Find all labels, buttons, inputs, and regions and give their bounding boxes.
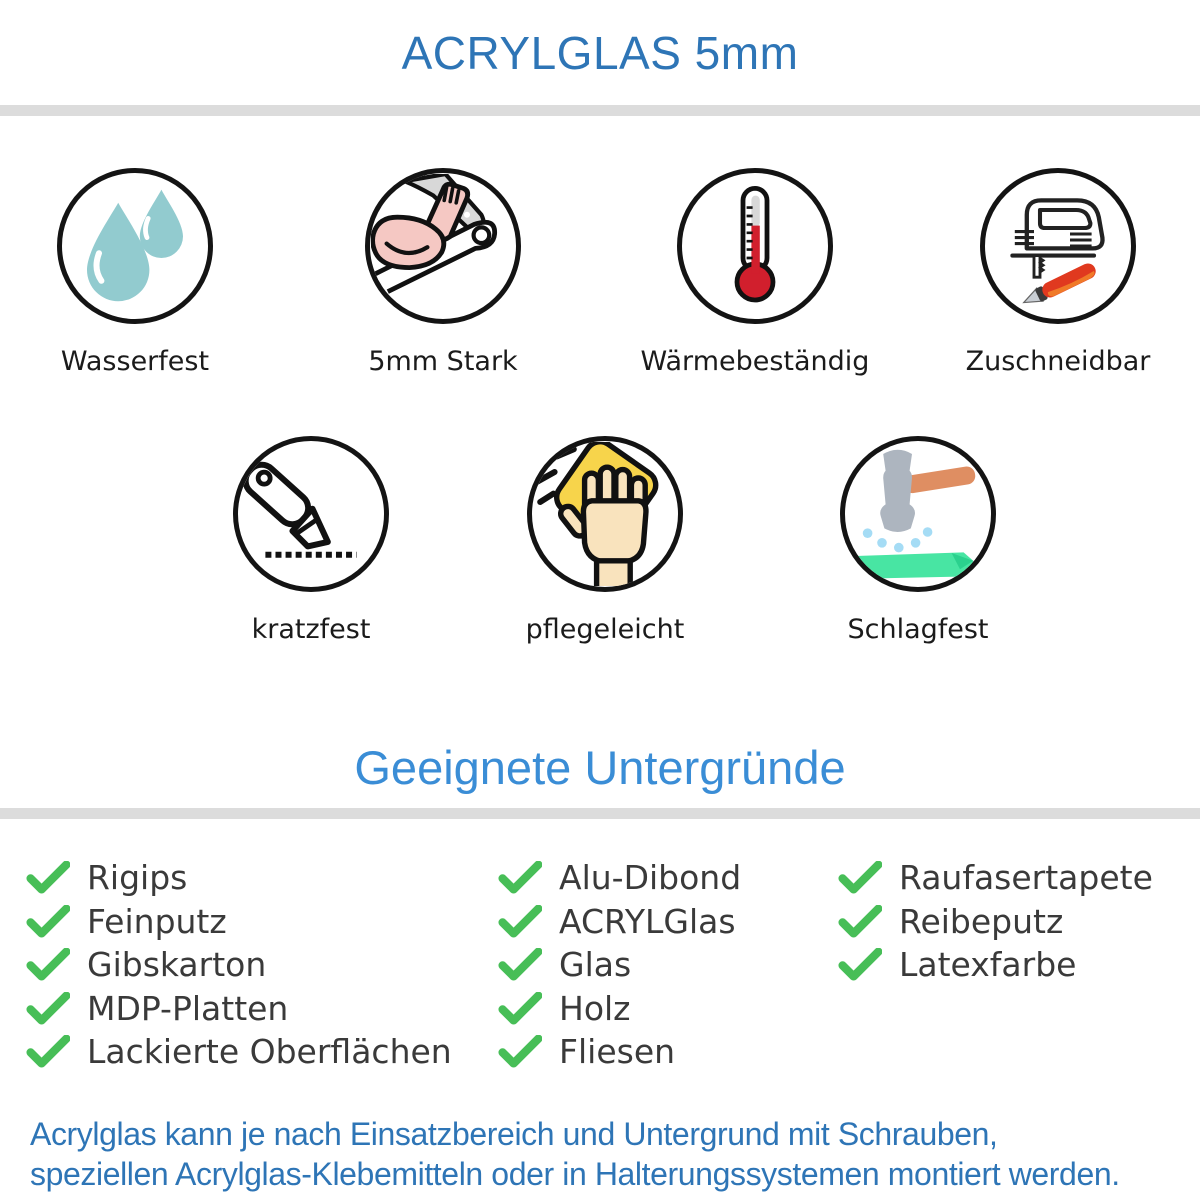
list-item [838, 943, 1153, 987]
feature-circle [840, 436, 996, 592]
list-item-label: Rigips [87, 858, 188, 898]
list-item [26, 856, 452, 900]
divider-middle [0, 808, 1200, 819]
list-item-label: Raufasertapete [899, 858, 1153, 898]
list-item [838, 900, 1153, 944]
feature-schlagfest [788, 436, 1048, 645]
feature-label: Zuschneidbar [965, 346, 1151, 377]
divider-top [0, 105, 1200, 116]
surfaces-column-3 [838, 856, 1153, 987]
list-item [838, 856, 1153, 900]
checkmark-icon [838, 905, 882, 938]
feature-circle [677, 168, 833, 324]
list-item [498, 900, 741, 944]
surfaces-column-1 [26, 856, 452, 1074]
list-item-label: Holz [559, 988, 631, 1028]
water-drops-icon [63, 174, 207, 318]
cleaning-hand-icon [533, 442, 677, 586]
thermometer-icon [683, 174, 827, 318]
mounting-note [30, 1114, 1190, 1194]
muscle-arm-roll-icon [371, 174, 515, 318]
page-title: ACRYLGLAS 5mm [401, 27, 799, 79]
feature-label: 5mm Stark [368, 346, 518, 377]
feature-label: kratzfest [251, 614, 371, 645]
mounting-note-line-2: speziellen Acrylglas-Klebemitteln oder in Halterungssystemen montiert werden. [30, 1156, 1120, 1192]
section-heading-untergruende: Geeignete Untergründe [354, 741, 846, 794]
feature-label: pflegeleicht [525, 614, 685, 645]
list-item [498, 987, 741, 1031]
list-item [498, 943, 741, 987]
utility-knife-icon [239, 442, 383, 586]
checkmark-icon [498, 948, 542, 981]
feature-kratzfest [181, 436, 441, 645]
list-item-label: Gibskarton [87, 945, 267, 985]
list-item-label: ACRYLGlas [559, 901, 736, 941]
feature-label: Wasserfest [60, 346, 210, 377]
list-item [26, 943, 452, 987]
feature-zuschneidbar [928, 168, 1188, 377]
feature-circle [365, 168, 521, 324]
list-item-label: Fliesen [559, 1032, 676, 1072]
feature-label: Schlagfest [847, 614, 989, 645]
list-item-label: Reibeputz [899, 901, 1064, 941]
feature-pflegeleicht [475, 436, 735, 645]
list-item [26, 900, 452, 944]
surfaces-column-2 [498, 856, 741, 1074]
jigsaw-cutter-icon [986, 174, 1130, 318]
checkmark-icon [498, 861, 542, 894]
checkmark-icon [26, 905, 70, 938]
checkmark-icon [26, 861, 70, 894]
list-item-label: Latexfarbe [899, 945, 1077, 985]
feature-waermebestaendig [625, 168, 885, 377]
feature-circle [57, 168, 213, 324]
feature-5mm-stark [313, 168, 573, 377]
checkmark-icon [26, 992, 70, 1025]
list-item-label: MDP-Platten [87, 988, 289, 1028]
checkmark-icon [838, 861, 882, 894]
checkmark-icon [498, 1035, 542, 1068]
checkmark-icon [498, 905, 542, 938]
list-item [498, 856, 741, 900]
list-item-label: Lackierte Oberflächen [87, 1032, 452, 1072]
feature-circle [233, 436, 389, 592]
checkmark-icon [838, 948, 882, 981]
list-item [498, 1030, 741, 1074]
list-item-label: Alu-Dibond [559, 858, 742, 898]
feature-label: Wärmebeständig [640, 346, 870, 377]
checkmark-icon [498, 992, 542, 1025]
mounting-note-line-1: Acrylglas kann je nach Einsatzbereich und Untergrund mit Schrauben, [30, 1116, 998, 1152]
hammer-impact-icon [846, 442, 990, 586]
list-item-label: Feinputz [87, 901, 227, 941]
list-item-label: Glas [559, 945, 632, 985]
list-item [26, 987, 452, 1031]
feature-circle [527, 436, 683, 592]
list-item [26, 1030, 452, 1074]
feature-circle [980, 168, 1136, 324]
checkmark-icon [26, 1035, 70, 1068]
feature-wasserfest [5, 168, 265, 377]
checkmark-icon [26, 948, 70, 981]
